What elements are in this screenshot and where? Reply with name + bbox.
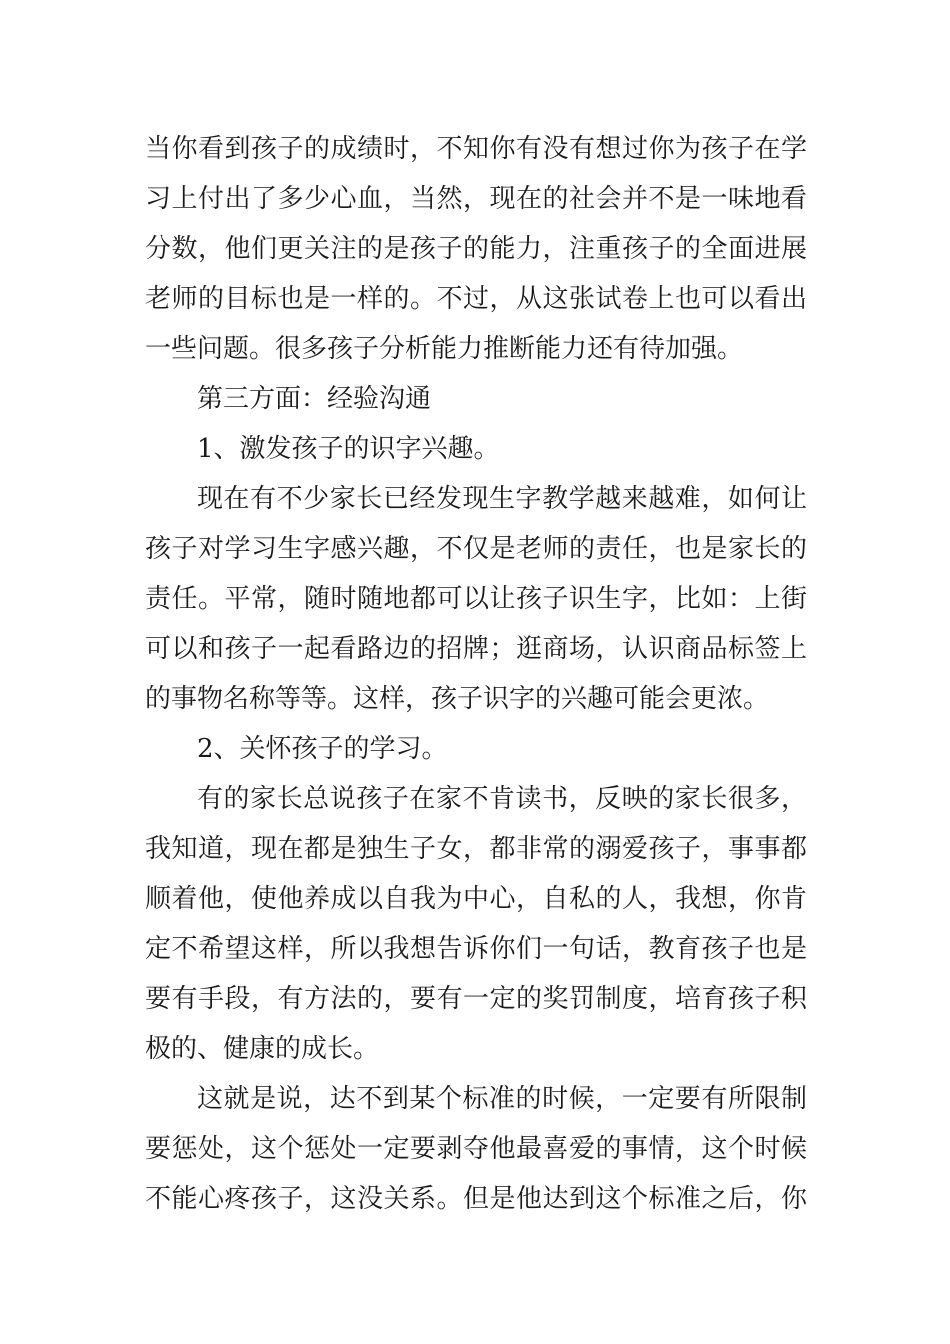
heading-text: 第三方面：经验沟通 bbox=[197, 384, 432, 414]
paragraph bbox=[145, 774, 807, 1074]
text-line: 不能心疼孩子，这没关系。但是他达到这个标准之后，你 bbox=[145, 1184, 807, 1214]
text-line: 分数，他们更关注的是孩子的能力，注重孩子的全面进展 bbox=[145, 234, 807, 264]
paragraph bbox=[145, 1074, 807, 1224]
text-line: 可以和孩子一起看路边的招牌；逛商场，认识商品标签上 bbox=[145, 634, 807, 664]
text-line: 顺着他，使他养成以自我为中心，自私的人，我想，你肯 bbox=[145, 884, 807, 914]
heading-text: 1、激发孩子的识字兴趣。 bbox=[197, 434, 500, 464]
text-line: 孩子对学习生字感兴趣，不仅是老师的责任，也是家长的 bbox=[145, 534, 807, 564]
section-heading bbox=[145, 374, 807, 424]
subsection-heading bbox=[145, 424, 807, 474]
heading-text: 2、关怀孩子的学习。 bbox=[197, 734, 448, 764]
document-body bbox=[145, 124, 807, 1224]
text-line: 要惩处，这个惩处一定要剥夺他最喜爱的事情，这个时候 bbox=[145, 1134, 807, 1164]
paragraph bbox=[145, 124, 807, 374]
text-line: 一些问题。很多孩子分析能力推断能力还有待加强。 bbox=[145, 334, 744, 364]
text-line: 现在有不少家长已经发现生字教学越来越难，如何让 bbox=[197, 484, 807, 514]
text-line: 我知道，现在都是独生子女，都非常的溺爱孩子，事事都 bbox=[145, 834, 807, 864]
text-line: 要有手段，有方法的，要有一定的奖罚制度，培育孩子积 bbox=[145, 984, 807, 1014]
text-line: 习上付出了多少心血，当然，现在的社会并不是一味地看 bbox=[145, 184, 807, 214]
text-line: 这就是说，达不到某个标准的时候，一定要有所限制 bbox=[197, 1084, 807, 1114]
text-line: 定不希望这样，所以我想告诉你们一句话，教育孩子也是 bbox=[145, 934, 807, 964]
text-line: 的事物名称等等。这样，孩子识字的兴趣可能会更浓。 bbox=[145, 684, 770, 714]
text-line: 责任。平常，随时随地都可以让孩子识生字，比如：上街 bbox=[145, 584, 807, 614]
text-line: 老师的目标也是一样的。不过，从这张试卷上也可以看出 bbox=[145, 284, 807, 314]
text-line: 极的、健康的成长。 bbox=[145, 1034, 380, 1064]
text-line: 有的家长总说孩子在家不肯读书，反映的家长很多， bbox=[197, 784, 807, 814]
paragraph bbox=[145, 474, 807, 724]
subsection-heading bbox=[145, 724, 807, 774]
text-line: 当你看到孩子的成绩时，不知你有没有想过你为孩子在学 bbox=[145, 134, 807, 164]
